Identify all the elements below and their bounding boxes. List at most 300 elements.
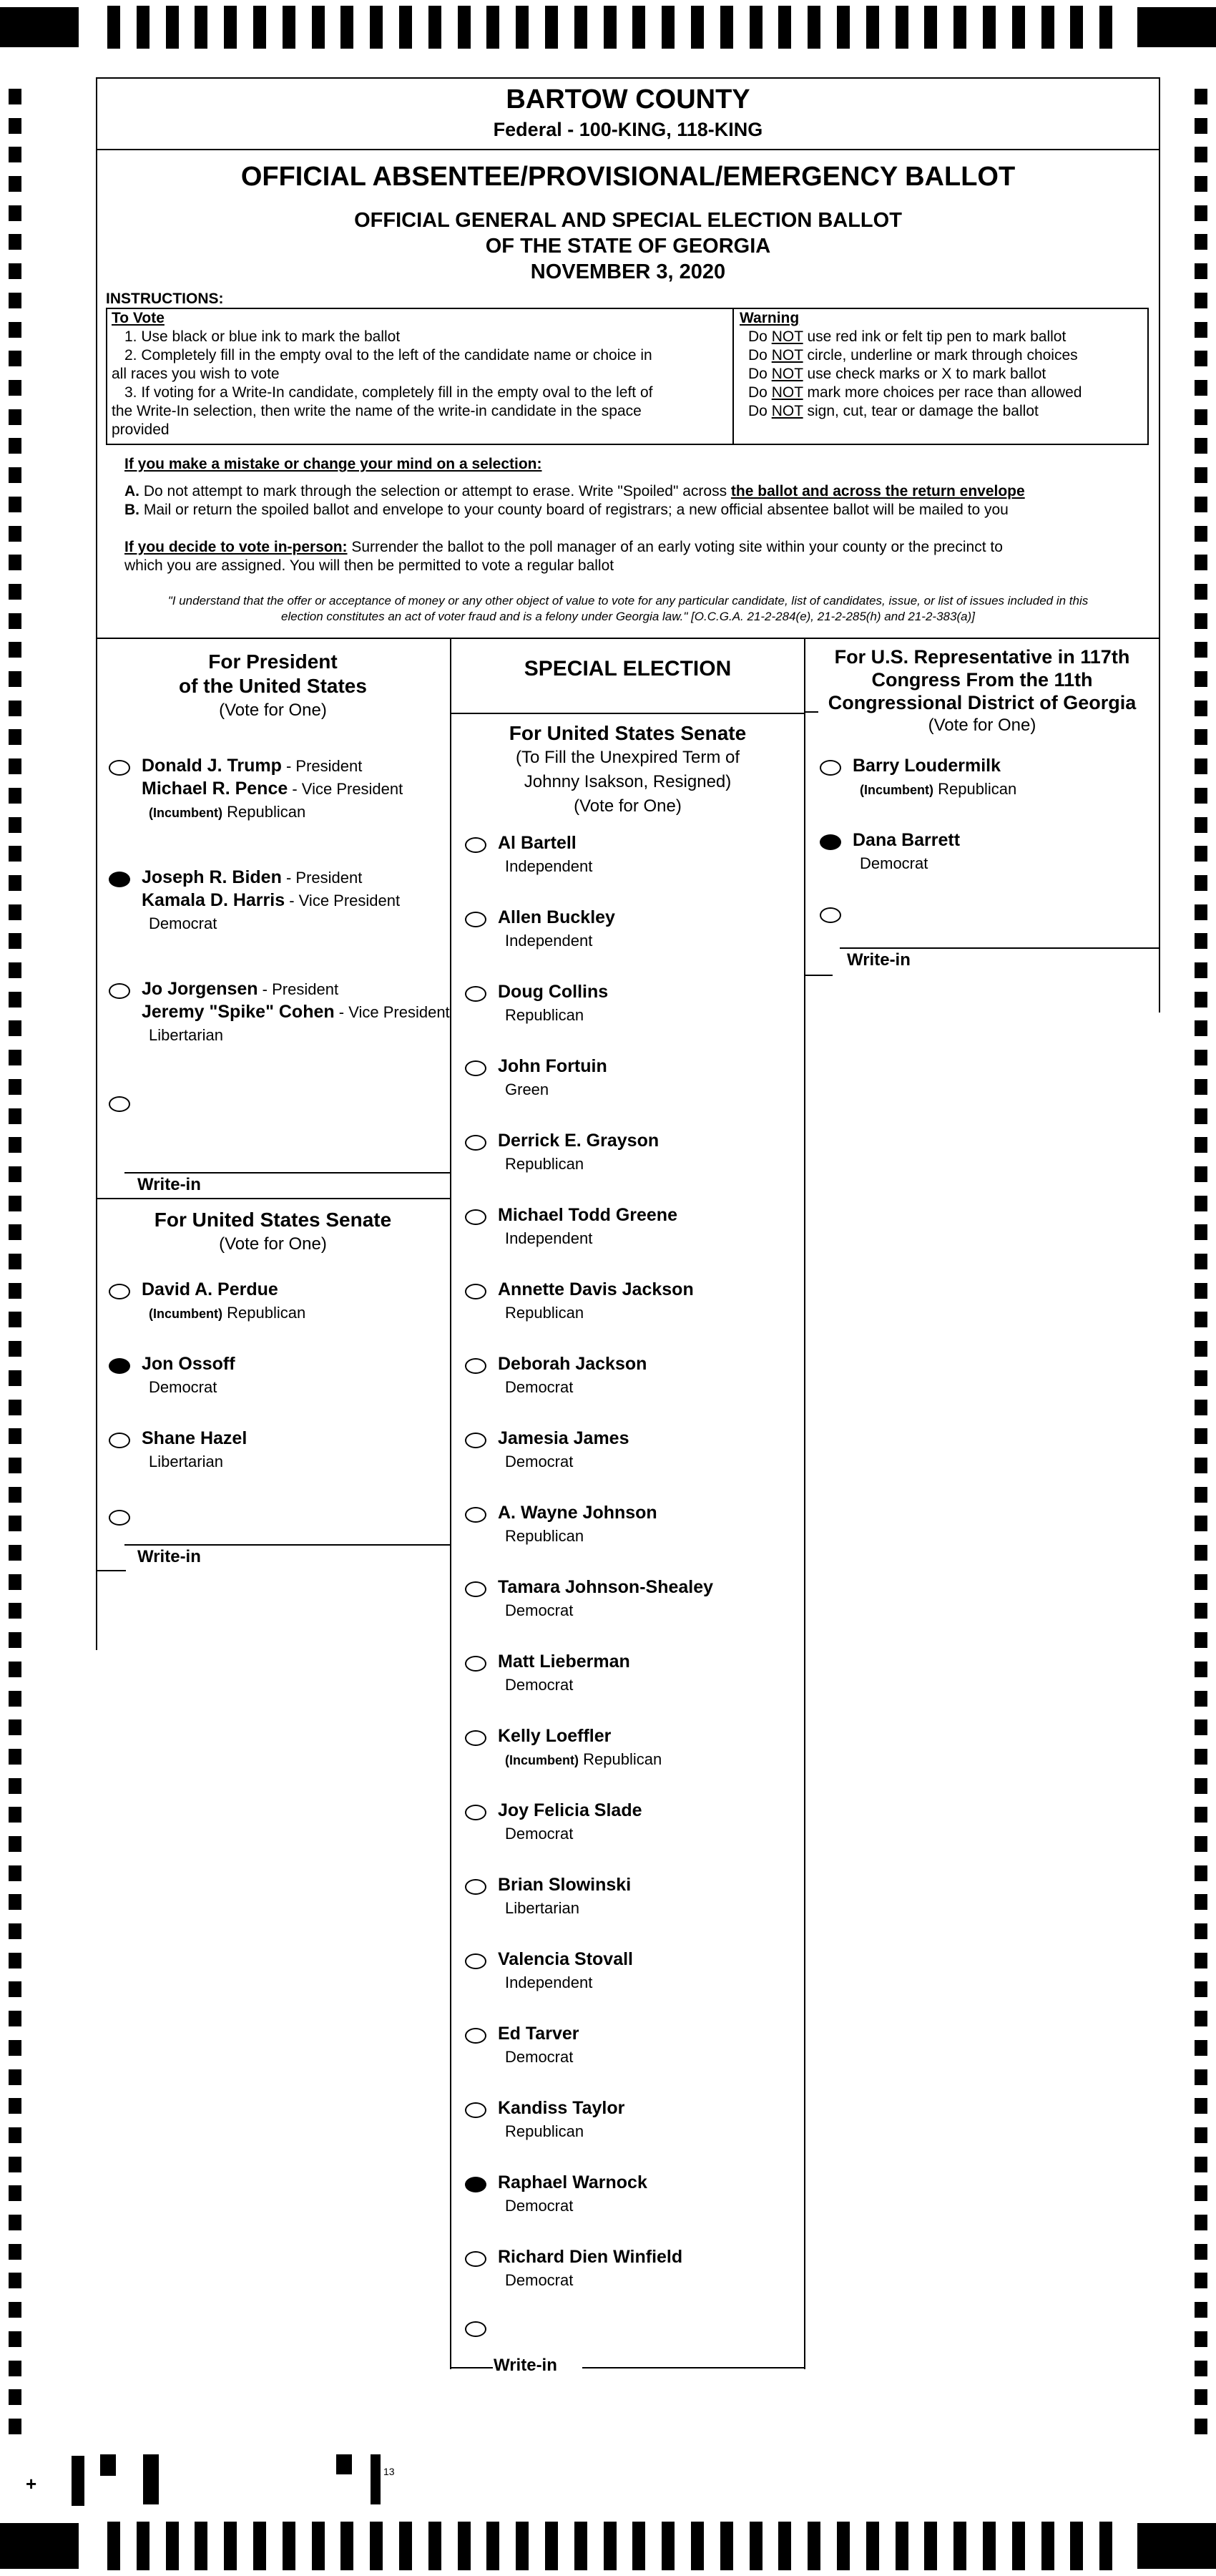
timing-mark [9,584,21,600]
timing-mark [837,2522,850,2570]
timing-mark [866,6,879,49]
timing-mark [1195,380,1207,396]
candidate-party: Republican [505,1155,584,1173]
inperson-line1: If you decide to vote in-person: Surrender the ballot to the poll manager of an early voting site within your county or the precinct to [124,539,1003,555]
timing-mark [224,2522,237,2570]
timing-mark [1195,1108,1207,1124]
candidate-party: (Incumbent) Republican [149,803,306,821]
plus-mark: + [26,2473,37,2494]
candidate-name: Donald J. Trump - President [142,756,363,776]
candidate-party: (Incumbent) Republican [505,1750,662,1768]
election-title-line1: OFFICIAL GENERAL AND SPECIAL ELECTION BALLOT [354,209,902,232]
candidate-name: Richard Dien Winfield [498,2247,683,2267]
vote-oval[interactable] [465,1358,486,1374]
timing-mark [9,1778,21,1794]
timing-mark [9,1691,21,1707]
timing-mark [9,2273,21,2288]
timing-mark [1195,933,1207,949]
timing-mark [9,875,21,891]
timing-mark [1195,1137,1207,1153]
candidate-name: Valencia Stovall [498,1949,633,1969]
candidate-name: A. Wayne Johnson [498,1503,657,1523]
timing-mark [9,613,21,629]
timing-mark [1195,758,1207,774]
vote-oval[interactable] [465,1284,486,1299]
candidate-party: (Incumbent) Republican [149,1304,306,1322]
timing-mark [691,6,704,49]
footer-mark [143,2454,159,2504]
timing-mark [9,729,21,745]
timing-mark [9,701,21,716]
timing-mark [750,2522,763,2570]
vote-oval[interactable] [820,760,841,776]
race-title-house: For U.S. Representative in 117th Congress From the 11th Congressional District of Georgia (Vote for One) [828,646,1137,735]
timing-mark [1195,1923,1207,1939]
timing-mark [1195,962,1207,978]
timing-mark [9,2302,21,2318]
timing-mark [9,1458,21,1473]
writein-oval-senate[interactable] [109,1510,130,1526]
mistake-b: B. Mail or return the spoiled ballot and envelope to your county board of registrars; a new official absentee ballot will be mailed to you [124,502,1009,518]
vote-oval[interactable] [465,1805,486,1820]
timing-mark [9,1603,21,1619]
timing-mark [924,2522,937,2570]
timing-mark [1195,1574,1207,1590]
timing-mark [9,2040,21,2056]
candidate-party: Independent [505,1229,593,1247]
timing-mark [9,2098,21,2114]
candidate-party: Republican [505,1006,584,1024]
timing-mark [9,1196,21,1211]
timing-mark [1195,497,1207,512]
timing-mark [545,6,558,49]
timing-mark [9,1079,21,1095]
timing-mark [1195,2098,1207,2114]
timing-mark [9,2215,21,2230]
candidate-name: Jamesia James [498,1428,629,1448]
timing-mark [9,1370,21,1386]
timing-mark [720,2522,733,2570]
candidate-party: Republican [505,2122,584,2140]
timing-mark [1195,992,1207,1008]
vote-oval[interactable] [109,872,130,887]
timing-mark [312,6,325,49]
candidate-party: Democrat [505,2271,574,2289]
timing-mark [9,322,21,338]
timing-mark [1195,2069,1207,2085]
race-title-senate: For United States Senate (Vote for One) [154,1209,392,1254]
vote-oval[interactable] [465,1730,486,1746]
vote-oval[interactable] [465,2251,486,2267]
vote-oval[interactable] [465,837,486,853]
writein-label-president: Write-in [137,1175,201,1194]
candidate-party: Republican [505,1304,584,1322]
timing-mark [1195,1020,1207,1036]
candidate-party: Independent [505,1974,593,1991]
timing-mark [9,497,21,512]
writein-oval-president[interactable] [109,1096,130,1112]
timing-mark [224,6,237,49]
legal-notice-line1: "I understand that the offer or acceptance of money or any other object of value to vote for any particular candidate, list of candidates, issue, or list of issues included in this [167,594,1089,608]
timing-mark [1195,1778,1207,1794]
timing-mark [1195,1516,1207,1531]
timing-mark [1195,2389,1207,2405]
timing-mark [808,2522,820,2570]
candidate-party: Libertarian [505,1899,579,1917]
timing-mark [574,2522,587,2570]
timing-mark [9,438,21,454]
timing-mark [9,992,21,1008]
timing-mark [1195,2302,1207,2318]
timing-mark [1195,2127,1207,2143]
vote-oval[interactable] [465,2028,486,2044]
vote-oval[interactable] [109,1284,130,1299]
timing-mark [166,2522,179,2570]
timing-mark [340,6,353,49]
candidate-running-mate: Kamala D. Harris - Vice President [142,890,401,910]
candidate-party: Green [505,1080,549,1098]
timing-mark [662,2522,675,2570]
vote-oval[interactable] [465,1209,486,1225]
timing-mark [9,118,21,134]
column-divider-1 [450,638,451,2369]
timing-mark [9,933,21,949]
timing-mark [9,1807,21,1823]
timing-mark [9,2157,21,2172]
candidate-name: Joy Felicia Slade [498,1800,642,1820]
writein-oval-house[interactable] [820,907,841,923]
timing-mark [107,6,120,49]
timing-mark [9,788,21,804]
timing-mark [632,2522,645,2570]
timing-mark [1195,846,1207,862]
timing-mark [312,2522,325,2570]
candidate-party: Democrat [149,914,217,932]
timing-mark [9,1749,21,1765]
timing-mark [9,1865,21,1881]
column-right-border [1159,638,1160,1013]
candidate-name: Derrick E. Grayson [498,1131,660,1151]
timing-mark [0,7,79,47]
timing-mark [370,6,383,49]
timing-mark [1195,788,1207,804]
district-label: Federal - 100-KING, 118-KING [493,119,763,140]
writein-line-special-right [582,2367,804,2368]
timing-mark [778,6,791,49]
timing-mark [1195,89,1207,104]
timing-mark [604,2522,617,2570]
vote-oval[interactable] [109,1433,130,1448]
timing-mark [1195,1050,1207,1065]
timing-mark [1195,1370,1207,1386]
timing-mark [632,6,645,49]
inperson-line2: which you are assigned. You will then be permitted to vote a regular ballot [124,557,614,574]
footer-mark [100,2454,116,2476]
timing-mark [370,2522,383,2570]
candidate-name: Doug Collins [498,982,609,1002]
vote-oval[interactable] [465,986,486,1002]
timing-mark [1195,1603,1207,1619]
writein-line-senate [124,1544,450,1546]
timing-mark [1195,205,1207,221]
candidate-party: Democrat [505,2048,574,2066]
timing-mark [9,1894,21,1910]
ballot-type: OFFICIAL ABSENTEE/PROVISIONAL/EMERGENCY BALLOT [240,162,1016,192]
timing-mark [283,2522,295,2570]
timing-mark [9,817,21,833]
timing-mark [9,2331,21,2347]
timing-mark [9,176,21,192]
candidate-name: Raphael Warnock [498,2172,647,2192]
vote-oval[interactable] [465,2102,486,2118]
timing-mark [9,1574,21,1590]
timing-mark [107,2522,120,2570]
footer-mark [371,2454,381,2504]
timing-mark [428,6,441,49]
timing-mark [1195,2185,1207,2201]
timing-mark [896,2522,908,2570]
vote-oval[interactable] [109,760,130,776]
to-vote-step: 2. Completely fill in the empty oval to the left of the candidate name or choice in [124,347,652,364]
timing-mark [9,1400,21,1415]
vote-oval[interactable] [109,1358,130,1374]
candidate-name: Annette Davis Jackson [498,1279,694,1299]
timing-mark [574,6,587,49]
timing-mark [9,1283,21,1299]
timing-mark [1195,322,1207,338]
warning-item: Do NOT use red ink or felt tip pen to mark ballot [748,328,1067,345]
timing-mark [9,1662,21,1677]
timing-mark [924,6,937,49]
timing-mark [1195,1719,1207,1735]
timing-mark [9,409,21,425]
timing-mark [9,758,21,774]
candidate-party: Democrat [505,1676,574,1694]
candidate-name: Brian Slowinski [498,1875,632,1895]
timing-mark [1195,1662,1207,1677]
timing-mark [9,2069,21,2085]
candidate-name: Michael Todd Greene [498,1205,677,1225]
timing-mark [1195,1807,1207,1823]
candidate-name: Kelly Loeffler [498,1726,612,1746]
writein-line-president [124,1172,450,1174]
timing-mark [866,2522,879,2570]
timing-mark [1195,1196,1207,1211]
timing-mark [1041,2522,1054,2570]
to-vote-step: 1. Use black or blue ink to mark the ballot [124,328,401,345]
timing-mark [1195,642,1207,658]
candidate-name: Joseph R. Biden - President [142,867,363,887]
timing-mark [9,1981,21,1997]
race-title-president: For President of the United States (Vote for One) [179,650,367,720]
candidate-party: Democrat [860,854,928,872]
timing-mark [9,2011,21,2026]
timing-mark [837,6,850,49]
timing-mark [662,6,675,49]
candidate-name: Kandiss Taylor [498,2098,625,2118]
candidate-name: John Fortuin [498,1056,607,1076]
timing-mark [137,2522,149,2570]
vote-oval[interactable] [465,1433,486,1448]
candidate-party: Democrat [505,1825,574,1843]
timing-mark [1195,729,1207,745]
candidate-party: Independent [505,932,593,950]
candidate-name: Al Bartell [498,833,577,853]
candidate-name: Matt Lieberman [498,1652,630,1672]
footer-code: 13 [383,2466,395,2477]
timing-mark [9,555,21,570]
candidate-party: (Incumbent) Republican [860,780,1017,798]
warning-item: Do NOT mark more choices per race than allowed [748,384,1082,401]
timing-mark [9,1312,21,1327]
timing-mark [1195,701,1207,716]
timing-mark [1195,147,1207,162]
timing-mark [9,1108,21,1124]
timing-mark [9,1632,21,1648]
timing-mark [195,2522,207,2570]
timing-mark [9,234,21,250]
timing-mark [983,2522,996,2570]
timing-mark [1099,2522,1112,2570]
timing-mark [720,6,733,49]
timing-mark [458,2522,471,2570]
ballot [96,77,1160,2383]
timing-mark [399,6,412,49]
timing-mark [1195,1749,1207,1765]
timing-mark [1195,2361,1207,2376]
candidate-name: Shane Hazel [142,1428,247,1448]
to-vote-step: 3. If voting for a Write-In candidate, completely fill in the empty oval to the left of [124,384,653,401]
warning-item: Do NOT circle, underline or mark through choices [748,347,1078,364]
timing-mark [1195,1836,1207,1852]
instructions-heading: INSTRUCTIONS: [106,291,224,307]
candidate-party: Democrat [505,1378,574,1396]
top-timing-marks [0,6,1216,49]
timing-mark [1195,584,1207,600]
legal-notice-line2: election constitutes an act of voter fraud and is a felony under Georgia law." [O.C.G.A. 21-2-284(e), 21-2-285(h) and 21-2-383(a)] [281,610,975,623]
timing-mark [9,642,21,658]
timing-mark [1195,904,1207,920]
timing-mark [1195,1224,1207,1240]
timing-mark [9,263,21,279]
timing-mark [1137,2523,1216,2569]
vote-oval[interactable] [465,1135,486,1151]
timing-mark [1195,293,1207,308]
timing-mark [399,2522,412,2570]
timing-mark [9,2244,21,2260]
vote-oval[interactable] [465,1953,486,1969]
timing-mark [1012,2522,1025,2570]
timing-mark [428,2522,441,2570]
timing-mark [9,1487,21,1503]
writein-label-special: Write-in [494,2356,557,2375]
vote-oval[interactable] [465,2177,486,2192]
bottom-timing-marks [0,2522,1216,2570]
candidate-party: Republican [505,1527,584,1545]
to-vote-step: all races you wish to vote [112,366,280,382]
timing-mark [953,2522,966,2570]
warning-item: Do NOT sign, cut, tear or damage the ballot [748,403,1039,419]
timing-mark [1195,1953,1207,1968]
timing-mark [691,2522,704,2570]
timing-mark [1195,1691,1207,1707]
vote-oval[interactable] [465,912,486,927]
warning-heading: Warning [740,310,800,326]
vote-oval[interactable] [109,983,130,999]
timing-mark [1195,118,1207,134]
timing-mark [896,6,908,49]
timing-mark [1195,1865,1207,1881]
race-title-special-senate: For United States Senate (To Fill the Unexpired Term of Johnny Isakson, Resigned) (Vote for One) [509,722,747,816]
vote-oval[interactable] [465,1581,486,1597]
candidate-name: Ed Tarver [498,2024,579,2044]
timing-mark [486,2522,499,2570]
timing-mark [1195,2419,1207,2434]
warning-item: Do NOT use check marks or X to mark ballot [748,366,1046,382]
footer-mark [72,2456,84,2506]
vote-oval[interactable] [820,834,841,850]
timing-mark [166,6,179,49]
county-name: BARTOW COUNTY [506,84,750,114]
vote-oval[interactable] [465,1656,486,1672]
timing-mark [9,671,21,687]
timing-mark [1195,1312,1207,1327]
candidate-running-mate: Jeremy "Spike" Cohen - Vice President [142,1002,450,1022]
timing-mark [1195,176,1207,192]
candidate-name: Barry Loudermilk [853,756,1001,776]
timing-mark [1137,7,1216,47]
writein-line-special-left [450,2367,493,2368]
timing-mark [9,904,21,920]
timing-mark [1195,1545,1207,1561]
vote-oval[interactable] [465,1879,486,1895]
timing-mark [9,2419,21,2434]
timing-mark [1195,1341,1207,1357]
timing-mark [9,351,21,366]
to-vote-step: provided [112,421,170,438]
candidate-name: Tamara Johnson-Shealey [498,1577,714,1597]
candidate-party: Libertarian [149,1026,223,1044]
timing-mark [1195,1487,1207,1503]
timing-mark [1195,2040,1207,2056]
election-date: NOVEMBER 3, 2020 [530,260,726,283]
vote-oval[interactable] [465,1060,486,1076]
candidate-running-mate: Michael R. Pence - Vice President [142,779,403,799]
timing-mark [1195,526,1207,542]
timing-mark [9,1428,21,1444]
timing-mark [516,6,529,49]
vote-oval[interactable] [465,1507,486,1523]
timing-mark [9,380,21,396]
timing-mark [808,6,820,49]
timing-mark [1099,6,1112,49]
timing-mark [9,2361,21,2376]
timing-mark [9,1224,21,1240]
timing-mark [9,526,21,542]
timing-mark [1012,6,1025,49]
timing-mark [1195,263,1207,279]
candidate-name: Dana Barrett [853,830,961,850]
writein-oval-special[interactable] [465,2321,486,2337]
timing-mark [1195,555,1207,570]
timing-mark [9,962,21,978]
candidate-party: Libertarian [149,1453,223,1470]
special-election-banner: SPECIAL ELECTION [524,657,732,680]
timing-mark [1195,1400,1207,1415]
timing-mark [1195,1981,1207,1997]
timing-mark [9,1516,21,1531]
election-title-line2: OF THE STATE OF GEORGIA [485,235,771,258]
